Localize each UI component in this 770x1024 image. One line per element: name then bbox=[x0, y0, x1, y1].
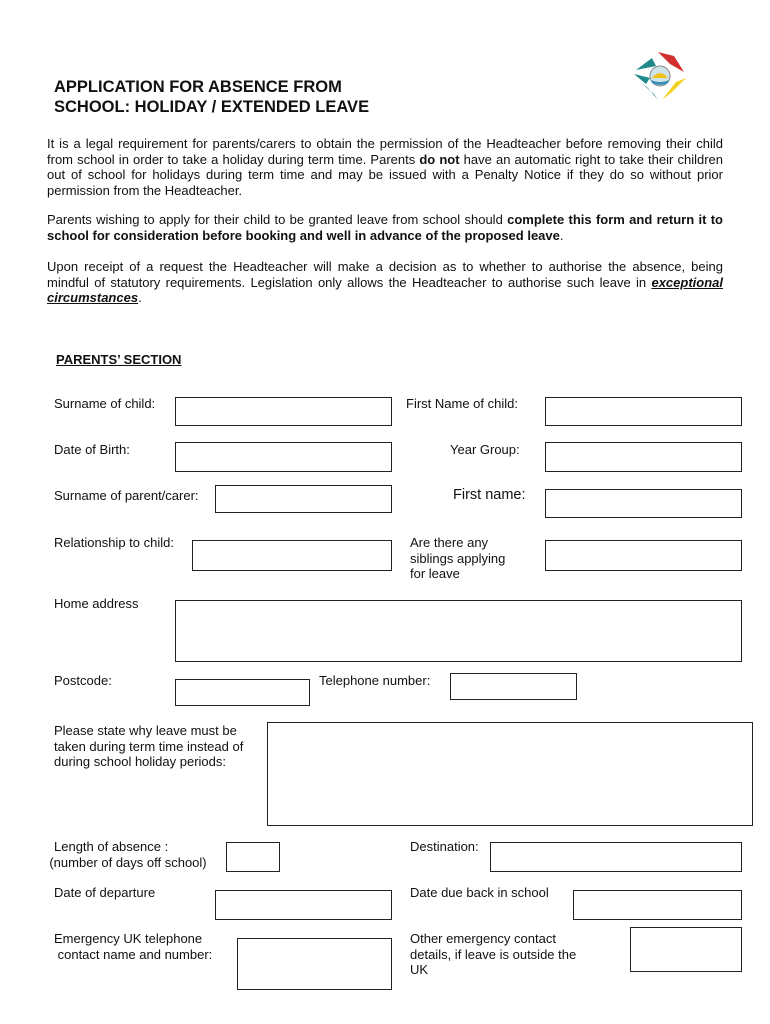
first-name-input[interactable] bbox=[545, 489, 742, 518]
departure-label: Date of departure bbox=[54, 885, 156, 900]
relationship-input[interactable] bbox=[192, 540, 392, 571]
home-address-input[interactable] bbox=[175, 600, 742, 662]
parents-section-heading: PARENTS’ SECTION bbox=[56, 352, 182, 367]
surname-parent-label: Surname of parent/carer: bbox=[54, 488, 199, 503]
dob-label: Date of Birth: bbox=[54, 442, 130, 457]
page-title bbox=[54, 77, 369, 117]
intro-paragraph-1: It is a legal requirement for parents/carers to obtain the permission of the Headteacher before removing their child from school in order to take a holiday during term time. Parents do not have an automatic right to take their children out of school for holidays during term time and may be issued with a Penalty Notice if they do so without prior permission from the Headteacher. bbox=[47, 136, 723, 198]
emergency-uk-label: Emergency UK telephone contact name and number: bbox=[54, 931, 213, 962]
destination-label: Destination: bbox=[410, 839, 479, 854]
due-back-label: Date due back in school bbox=[410, 885, 549, 900]
title-line-1: APPLICATION FOR ABSENCE FROM bbox=[54, 78, 342, 96]
other-emergency-input[interactable] bbox=[630, 927, 742, 972]
other-emergency-label: Other emergency contact details, if leave is outside the UK bbox=[410, 931, 577, 977]
intro-paragraph-2: Parents wishing to apply for their child to be granted leave from school should complete this form and return it to school for consideration before booking and well in advance of the proposed leave. bbox=[47, 212, 724, 243]
reason-label: Please state why leave must be taken during term time instead of during school holiday periods: bbox=[54, 723, 244, 769]
surname-child-input[interactable] bbox=[175, 397, 392, 426]
year-group-input[interactable] bbox=[545, 442, 742, 472]
length-label: Length of absence : (number of days off school) bbox=[49, 839, 207, 870]
telephone-label: Telephone number: bbox=[319, 673, 431, 688]
postcode-label: Postcode: bbox=[54, 673, 112, 688]
telephone-input[interactable] bbox=[450, 673, 577, 700]
year-group-label: Year Group: bbox=[450, 442, 520, 457]
length-input[interactable] bbox=[226, 842, 280, 872]
first-name-child-input[interactable] bbox=[545, 397, 742, 426]
siblings-input[interactable] bbox=[545, 540, 742, 571]
intro-paragraph-3: Upon receipt of a request the Headteacher will make a decision as to whether to authorise the absence, being mindful of statutory requirements. Legislation only allows the Headteacher to authorise such leave in exceptional circumstances. bbox=[47, 259, 723, 305]
first-name-label: First name: bbox=[453, 487, 526, 503]
relationship-label: Relationship to child: bbox=[54, 535, 174, 550]
dob-input[interactable] bbox=[175, 442, 392, 472]
surname-child-label: Surname of child: bbox=[54, 396, 156, 411]
due-back-input[interactable] bbox=[573, 890, 742, 920]
reason-input[interactable] bbox=[267, 722, 753, 826]
home-address-label: Home address bbox=[54, 596, 139, 611]
siblings-label: Are there any siblings applying for leave bbox=[410, 535, 506, 581]
emergency-uk-input[interactable] bbox=[237, 938, 392, 990]
surname-parent-input[interactable] bbox=[215, 485, 392, 513]
title-line-2: SCHOOL: HOLIDAY / EXTENDED LEAVE bbox=[54, 98, 370, 116]
school-logo bbox=[630, 48, 690, 109]
destination-input[interactable] bbox=[490, 842, 742, 872]
postcode-input[interactable] bbox=[175, 679, 310, 706]
first-name-child-label: First Name of child: bbox=[406, 396, 518, 411]
departure-input[interactable] bbox=[215, 890, 392, 920]
